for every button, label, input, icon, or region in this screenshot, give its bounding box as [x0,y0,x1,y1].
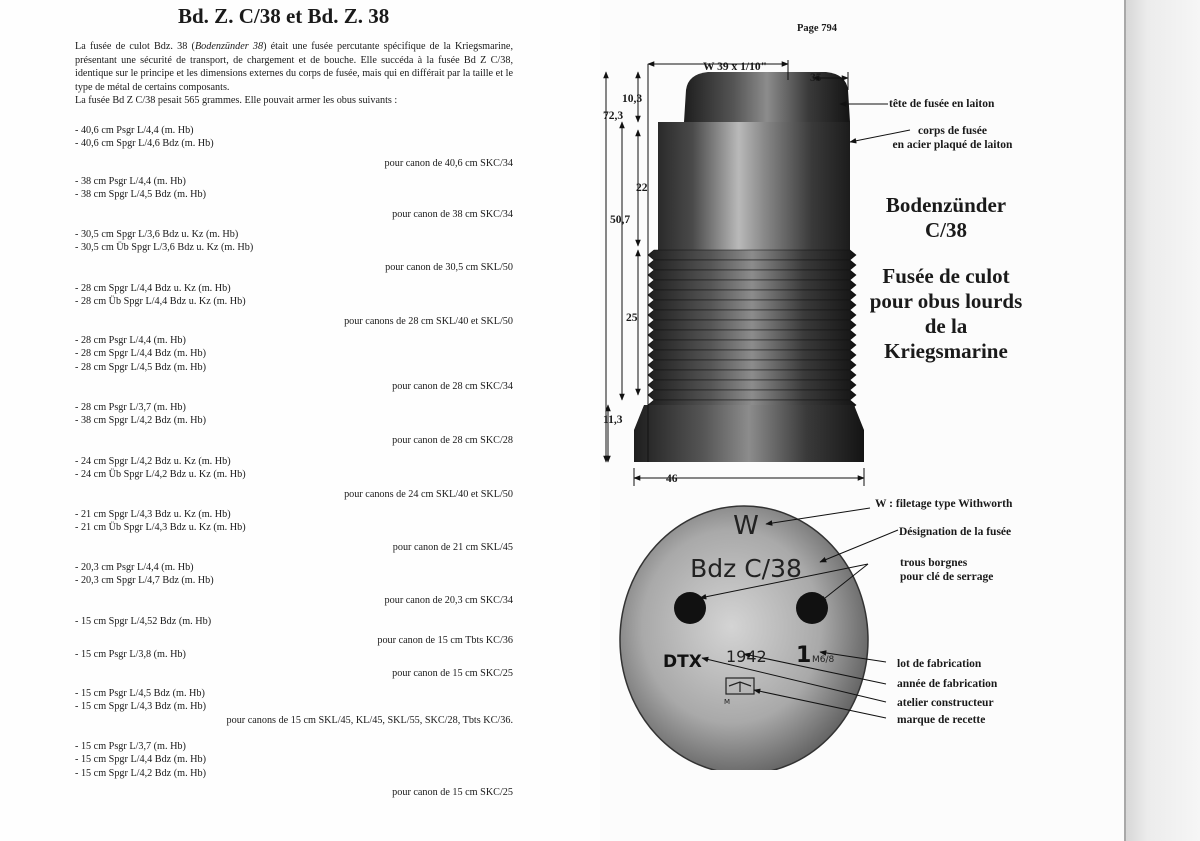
intro-text-a: La fusée de culot Bdz. 38 ( [75,41,195,52]
shell-item: - 40,6 cm Spgr L/4,6 Bdz (m. Hb) [75,138,214,150]
dim-head-width: 35 [810,72,822,84]
gun-line: pour canons de 28 cm SKL/40 et SKL/50 [344,315,513,327]
gun-line: pour canon de 15 cm Tbts KC/36 [377,635,513,647]
shell-item: - 15 cm Spgr L/4,2 Bdz (m. Hb) [75,767,207,779]
shell-item: - 20,3 cm Psgr L/4,4 (m. Hb) [75,562,194,573]
fuze-body [658,122,850,250]
dim-head-height: 10,3 [622,93,643,105]
shell-item: - 15 cm Psgr L/3,8 (m. Hb) [75,649,186,660]
fuze-heading [846,193,1046,364]
gun-line: pour canon de 40,6 cm SKC/34 [384,157,513,169]
heading-line4: pour obus lourds [869,289,1023,313]
dim-upper-body: 22 [636,182,648,194]
shell-item: - 30,5 cm Spgr L/3,6 Bdz u. Kz (m. Hb) [75,229,239,240]
page-edge [1124,0,1126,841]
thread-ridge [648,360,856,370]
mark-lot-suffix: M6/8 [812,655,835,665]
fuze-base-disc [620,506,868,770]
ann-maker: atelier constructeur [897,697,994,709]
thread-ridge [648,300,856,310]
gun-line: pour canon de 38 cm SKC/34 [392,208,513,220]
gun-line: pour canon de 20,3 cm SKC/34 [384,594,513,606]
dim-base-width: 46 [666,473,678,485]
ann-body [880,124,1025,152]
mark-maker-code: DTX [663,652,702,672]
dim-body-height: 50,7 [610,214,631,226]
thread-ridge [648,330,856,340]
shell-group [75,401,513,447]
thread-ridge [648,250,856,260]
intro-paragraph [75,40,513,108]
shell-group [75,334,513,394]
gun-line: pour canon de 28 cm SKC/34 [392,381,513,393]
mark-designation: Bdz C/38 [690,554,802,583]
shell-group [75,561,513,607]
fuze-illustration [598,50,1078,770]
dim-total-height: 72,3 [603,110,624,122]
shell-item: - 40,6 cm Psgr L/4,4 (m. Hb) [75,125,194,136]
shell-item: - 38 cm Spgr L/4,5 Bdz (m. Hb) [75,189,207,201]
shell-group [75,687,513,727]
ann-head: tête de fusée en laiton [889,98,995,110]
fuze-thread [648,250,856,410]
shell-item: - 24 cm Üb Spgr L/4,2 Bdz u. Kz (m. Hb) [75,469,246,481]
shell-group [75,740,513,800]
gun-line: pour canons de 15 cm SKL/45, KL/45, SKL/55, SKC/28, Tbts KC/36. [226,714,513,726]
fuze-base [634,405,864,462]
shell-item: - 15 cm Spgr L/4,3 Bdz (m. Hb) [75,701,207,713]
shell-item: - 21 cm Üb Spgr L/4,3 Bdz u. Kz (m. Hb) [75,522,246,534]
thread-ridge [648,350,856,360]
page-title: Bd. Z. C/38 et Bd. Z. 38 [178,4,390,28]
thread-ridge [648,340,856,350]
shell-item: - 28 cm Psgr L/4,4 (m. Hb) [75,335,186,346]
shell-group [75,455,513,501]
ann-year: année de fabrication [897,678,998,690]
thread-ridge [648,320,856,330]
ann-w-thread: W : filetage type Withworth [875,498,1013,510]
thread-ridge [648,280,856,290]
gun-line: pour canon de 28 cm SKC/28 [392,434,513,446]
shell-item: - 15 cm Spgr L/4,4 Bdz (m. Hb) [75,754,207,766]
mark-lot: 1 [796,643,812,668]
shell-item: - 38 cm Psgr L/4,4 (m. Hb) [75,176,186,187]
heading-line3: Fusée de culot [882,264,1010,288]
dim-thread-length: 25 [626,312,638,324]
ann-holes-line1: trous borgnes [900,557,968,569]
thread-ridge [648,310,856,320]
shell-item: - 20,3 cm Spgr L/4,7 Bdz (m. Hb) [75,575,214,587]
heading-line5: de la [924,314,968,338]
ann-accept: marque de recette [897,714,986,726]
svg-text:M: M [724,698,731,706]
shell-item: - 28 cm Spgr L/4,4 Bdz u. Kz (m. Hb) [75,283,231,294]
heading-line1: Bodenzünder [885,193,1007,217]
shell-group [75,508,513,554]
shell-item: - 28 cm Psgr L/3,7 (m. Hb) [75,402,186,413]
thread-ridge [648,390,856,400]
gun-line: pour canon de 30,5 cm SKL/50 [385,261,513,273]
ann-designation: Désignation de la fusée [899,526,1012,538]
intro-text-b: ) était une fusée percutante spécifique de la Kriegsmarine, présentant une sécurité de transport, de chargement et de bouche. Elle succéda à la fusée Bd Z C/38, identique sur le principe et les dimensions externes du corps de fusée, mais qui en différait par la taille et le type de métal de certains composants. [75,41,514,93]
mark-w: W [733,511,759,541]
mark-year: 1942 [726,647,767,666]
ann-holes [900,556,993,584]
shell-item: - 15 cm Psgr L/4,5 Bdz (m. Hb) [75,688,205,699]
thread-ridge [648,380,856,390]
thread-ridge [648,290,856,300]
shell-item: - 15 cm Psgr L/3,7 (m. Hb) [75,741,186,752]
shell-group [75,282,513,328]
gun-line: pour canon de 15 cm SKC/25 [392,668,513,680]
ann-holes-line2: pour clé de serrage [900,571,994,583]
shell-item: - 21 cm Spgr L/4,3 Bdz u. Kz (m. Hb) [75,509,231,520]
shell-group [75,175,513,221]
intro-italic: Bodenzünder 38 [194,41,264,52]
ann-body-line1: corps de fusée [918,125,987,137]
ann-body-line2: en acier plaqué de laiton [892,139,1013,151]
heading-line2: C/38 [925,218,967,242]
shell-item: - 28 cm Spgr L/4,5 Bdz (m. Hb) [75,361,207,373]
shell-group [75,228,513,274]
shell-item: - 24 cm Spgr L/4,2 Bdz u. Kz (m. Hb) [75,456,231,467]
thread-ridge [648,260,856,270]
spanner-hole-left [674,592,706,624]
intro-weight-line: La fusée Bd Z C/38 pesait 565 grammes. Elle pouvait armer les obus suivants : [75,95,398,107]
shell-group [75,648,513,681]
shell-item: - 15 cm Spgr L/4,52 Bdz (m. Hb) [75,616,212,627]
shell-item: - 28 cm Üb Spgr L/4,4 Bdz u. Kz (m. Hb) [75,296,246,308]
thread-ridge [648,370,856,380]
shell-group [75,615,513,648]
thread-ridge [648,270,856,280]
shell-item: - 38 cm Spgr L/4,2 Bdz (m. Hb) [75,415,207,427]
gun-line: pour canons de 24 cm SKL/40 et SKL/50 [344,488,513,500]
page-number: Page 794 [797,23,837,34]
gun-line: pour canon de 21 cm SKL/45 [392,541,513,553]
heading-line6: Kriegsmarine [884,339,1008,363]
spanner-hole-right [796,592,828,624]
ann-lot: lot de fabrication [897,658,982,670]
fuze-head [684,72,850,122]
dim-thread: W 39 x 1/10" [703,61,767,73]
gun-line: pour canon de 15 cm SKC/25 [392,787,513,799]
shell-group [75,124,513,170]
shell-item: - 30,5 cm Üb Spgr L/3,6 Bdz u. Kz (m. Hb) [75,242,254,254]
dim-base-height: 11,3 [603,414,623,426]
page-gutter [1125,0,1200,841]
shell-item: - 28 cm Spgr L/4,4 Bdz (m. Hb) [75,348,207,360]
